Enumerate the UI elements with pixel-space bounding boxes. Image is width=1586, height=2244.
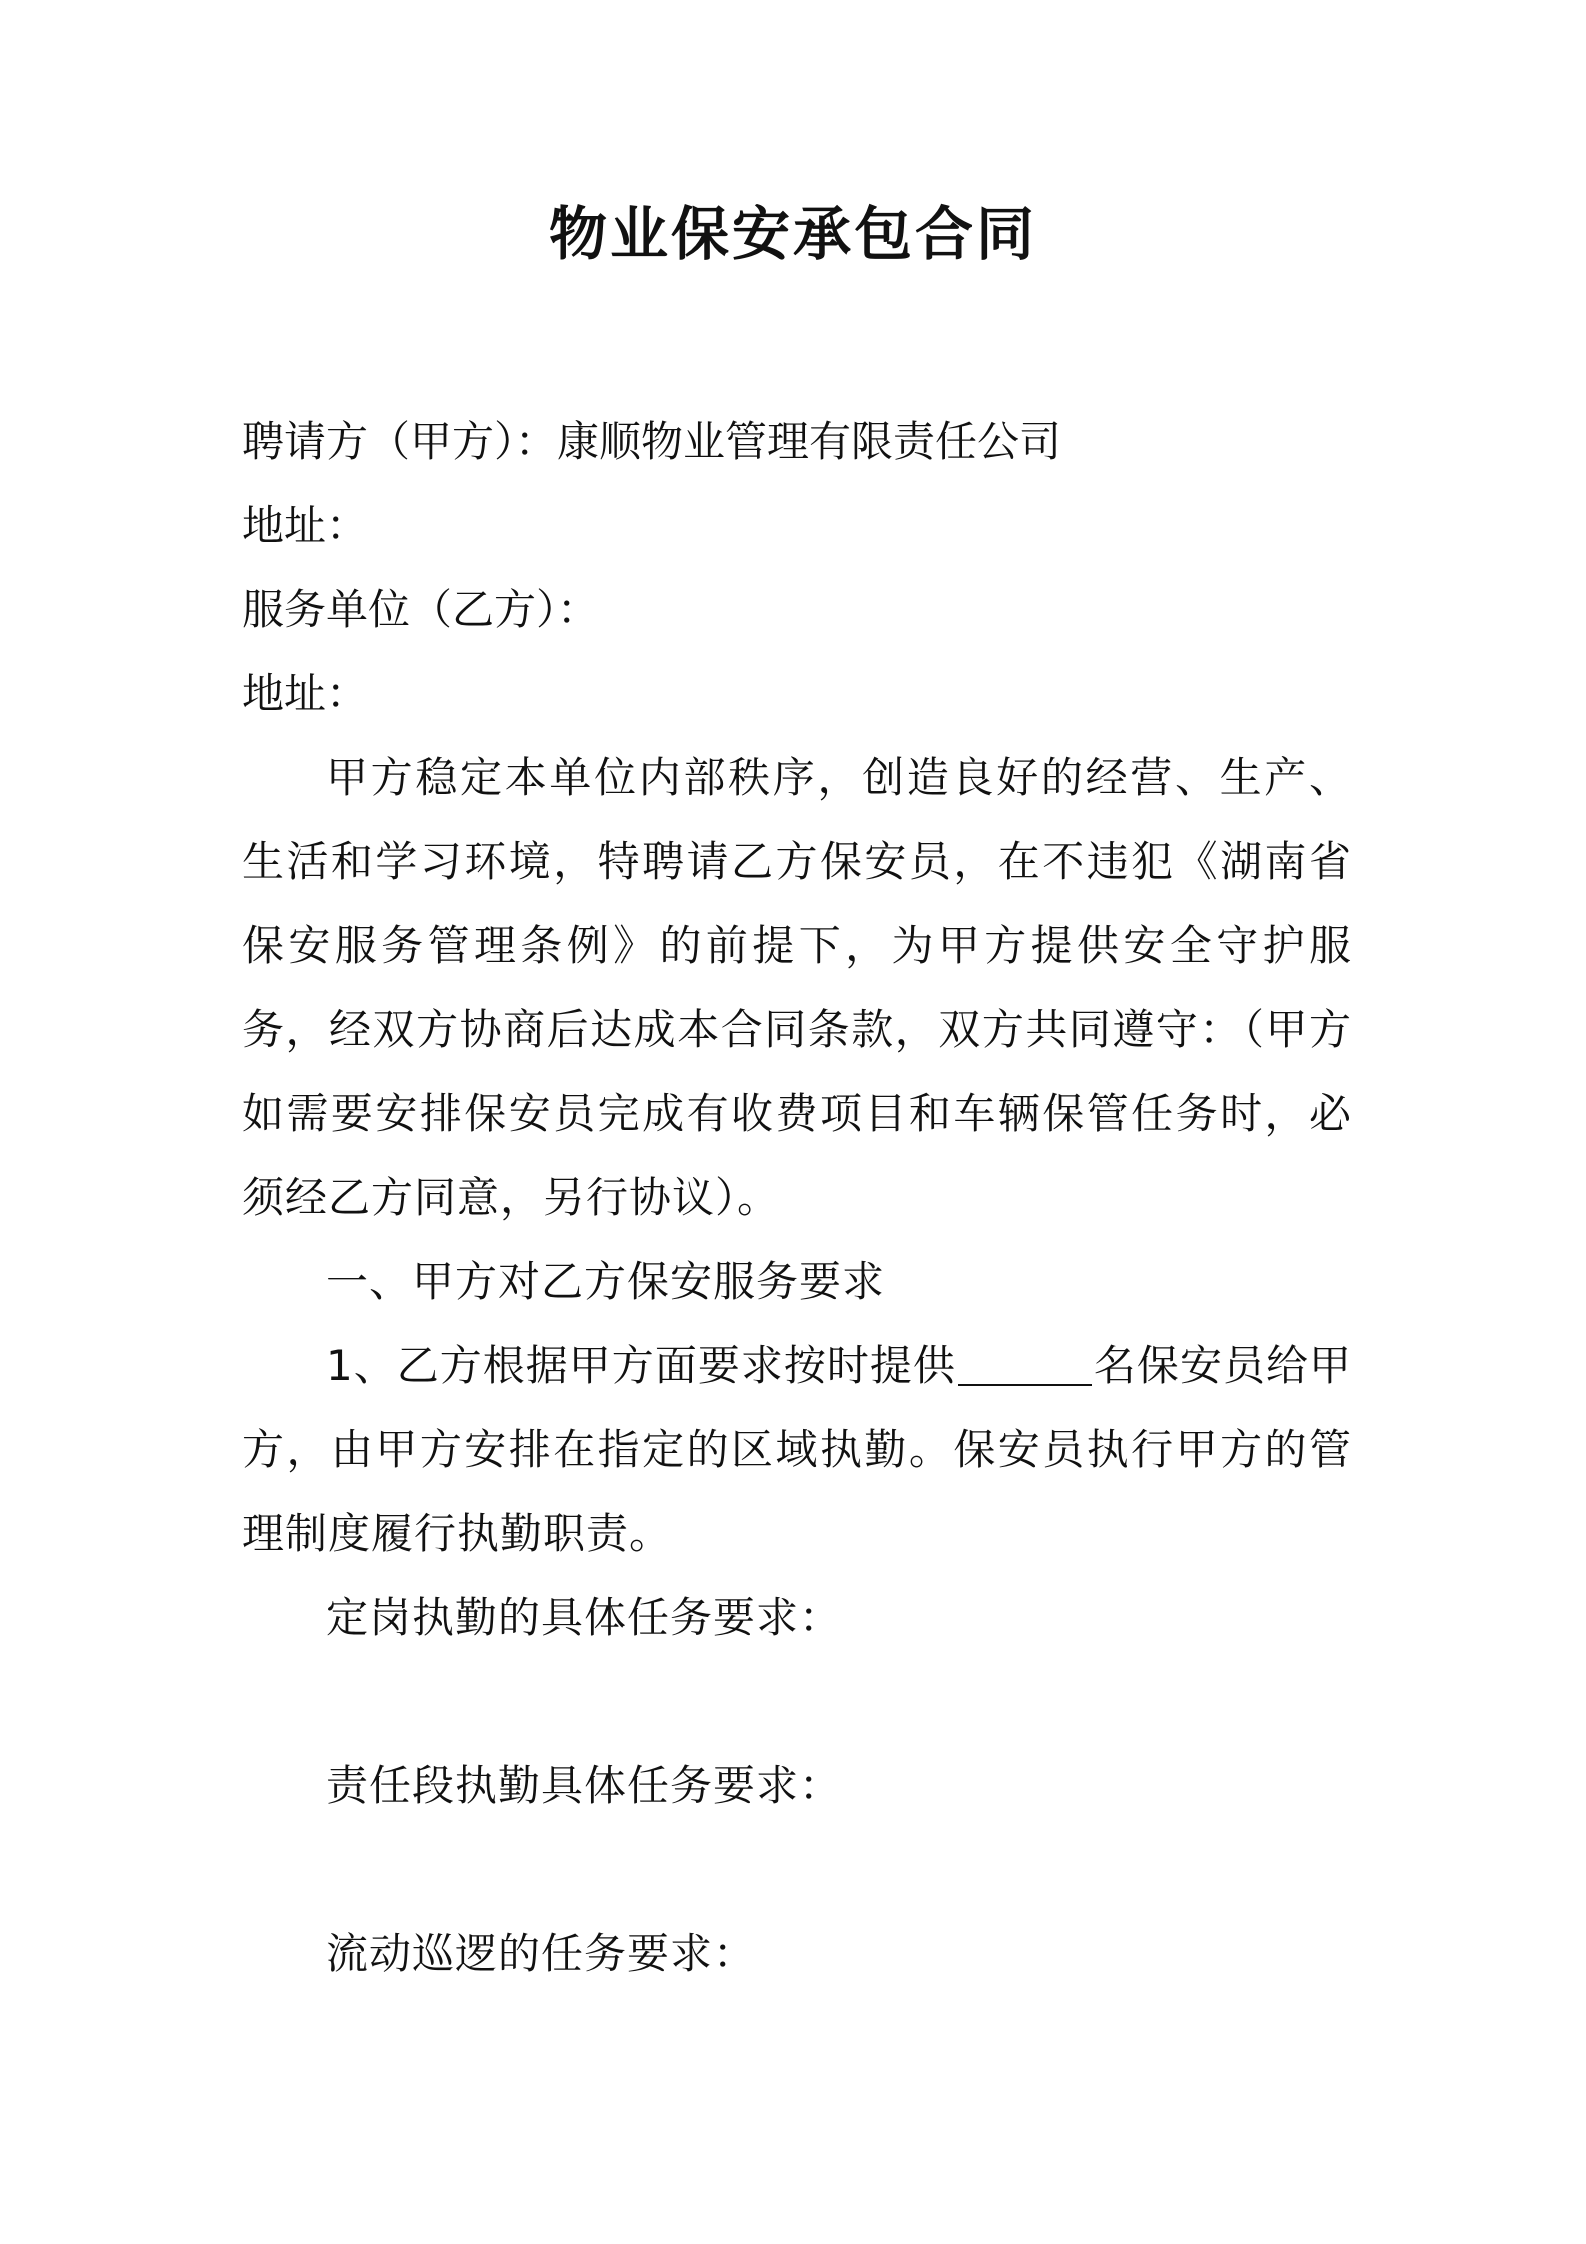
intro-paragraph: 甲方稳定本单位内部秩序，创造良好的经营、生产、生活和学习环境，特聘请乙方保安员，在不违犯《湖南省保安服务管理条例》的前提下，为甲方提供安全守护服务，经双方协商后达成本合同条款，双方共同遵守：（甲方如需要安排保安员完成有收费项目和车辆保管任务时，必须经乙方同意，另行协议）。 xyxy=(242,753,1352,1222)
clause-1-text-before: 1、乙方根据甲方面要求按时提供 xyxy=(326,1341,956,1390)
party-a-line xyxy=(242,400,1352,484)
party-a-label: 聘请方（甲方）： xyxy=(242,417,558,466)
address-b-line: 地址： xyxy=(242,669,369,718)
spacer xyxy=(242,1660,1352,1744)
zone-duty-requirements-heading: 责任段执勤具体任务要求： xyxy=(326,1761,843,1810)
party-b-line: 服务单位（乙方）： xyxy=(242,585,600,634)
section-1-heading: 一、甲方对乙方保安服务要求 xyxy=(326,1257,886,1306)
address-a-line: 地址： xyxy=(242,501,369,550)
document-title: 物业保安承包合同 xyxy=(548,200,1037,268)
patrol-requirements-heading: 流动巡逻的任务要求： xyxy=(326,1929,757,1978)
party-a-name: 康顺物业管理有限责任公司 xyxy=(557,417,1062,466)
clause-1-text-after: 名保安员给甲方，由甲方安排在指定的区域执勤。保安员执行甲方的管理制度履行执勤职责。 xyxy=(242,1341,1352,1558)
clause-1-paragraph xyxy=(242,1324,1352,1576)
spacer xyxy=(242,1828,1352,1912)
guard-count-blank xyxy=(958,1344,1092,1386)
document-body xyxy=(242,400,1352,1996)
fixed-post-requirements-heading: 定岗执勤的具体任务要求： xyxy=(326,1593,843,1642)
